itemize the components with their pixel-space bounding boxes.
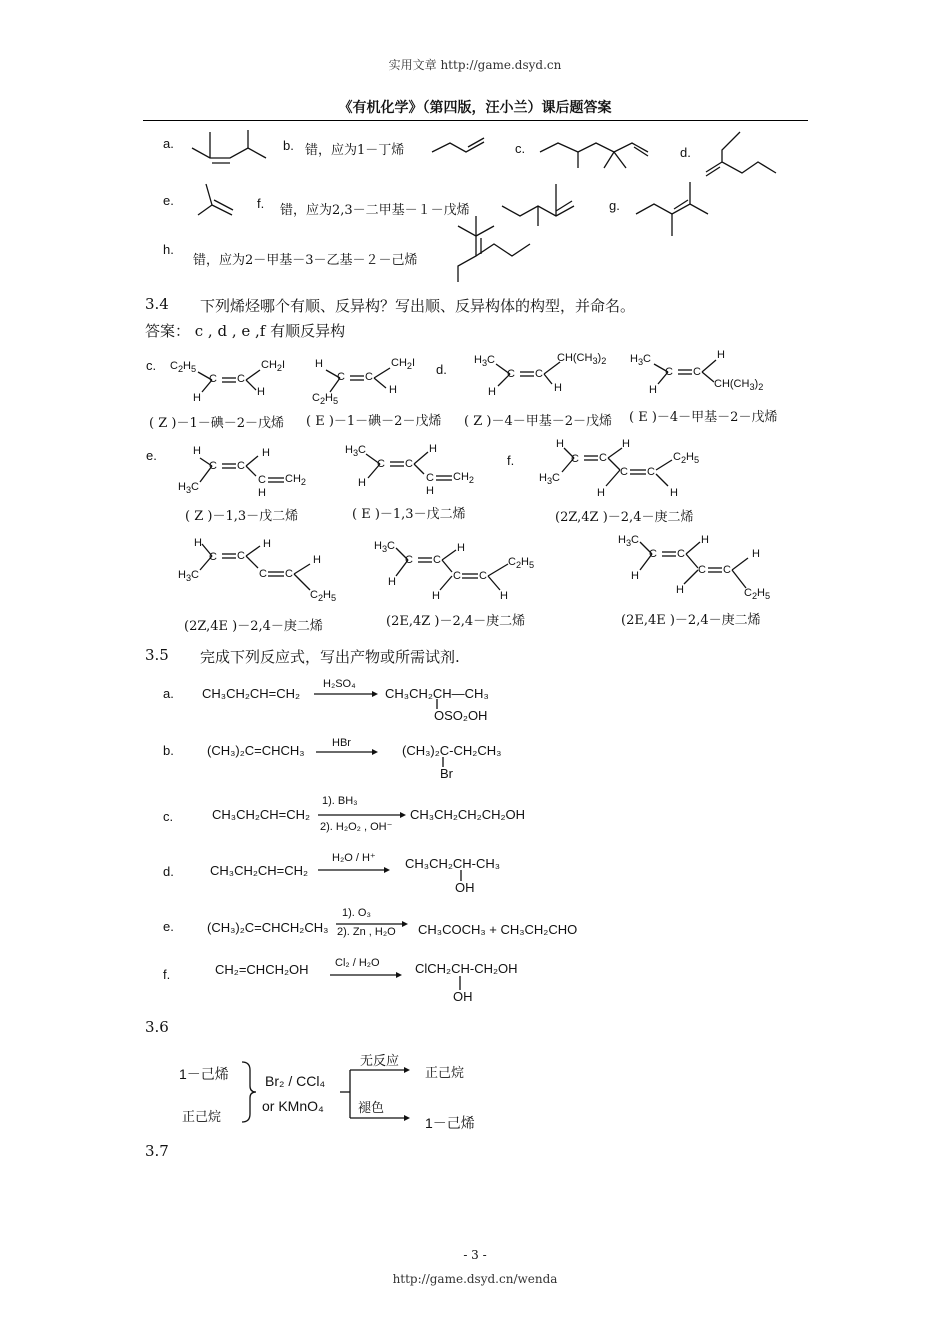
q37-number: 3.7 — [145, 1142, 169, 1160]
item-a-label: a. — [163, 136, 174, 151]
rxn-f-sub: OH — [453, 989, 473, 1004]
footer-url: http://game.dsyd.cn/wenda — [392, 1272, 558, 1286]
q36-left1: 1－己烯 — [179, 1066, 229, 1082]
q36-obs2: 褪色 — [358, 1101, 385, 1116]
rxn-e-reactant: (CH₃)₂C=CHCH₂CH₃ — [207, 920, 329, 935]
rxn-c-label: c. — [163, 809, 174, 824]
q36-res2: 1－己烯 — [425, 1115, 475, 1131]
name-d2: ( E )－4－甲基－2－戊烯 — [629, 410, 778, 425]
rxn-e-reagent2: 2). Zn , H₂O — [337, 926, 396, 938]
name-f4: (2E,4E )－2,4－庚二烯 — [621, 613, 761, 628]
rxn-f-label: f. — [163, 967, 171, 982]
rxn-e-reagent: 1). O₃ — [342, 907, 371, 919]
name-c2: ( E )－1－碘－2－戊烯 — [306, 414, 442, 429]
rxn-b-reagent: HBr — [332, 737, 351, 749]
rxn-f-product: ClCH₂CH-CH₂OH — [415, 961, 518, 976]
item-b-note: 错，应为1－丁烯 — [305, 143, 405, 158]
page-title: 《有机化学》（第四版，汪小兰）课后题答案 — [338, 100, 612, 116]
rxn-d-product: CH₃CH₂CH-CH₃ — [405, 856, 501, 871]
q36-obs1: 无反应 — [360, 1054, 400, 1069]
item-h-label: h. — [163, 242, 174, 257]
rxn-c-product: CH₃CH₂CH₂CH₂OH — [410, 807, 526, 822]
item-f-label: f. — [257, 196, 265, 211]
item-d-label: d. — [680, 145, 691, 160]
q34-f-label: f. — [507, 453, 515, 468]
rxn-a-reagent: H₂SO₄ — [323, 678, 356, 690]
q36-reagent1: Br₂ / CCl₄ — [265, 1073, 326, 1089]
rxn-d-label: d. — [163, 864, 174, 879]
q34-answer: 答案： c , d , e ,f 有顺反异构 — [145, 322, 346, 340]
q34-c-label: c. — [146, 358, 157, 373]
rxn-a-label: a. — [163, 686, 174, 701]
rxn-a-product: CH₃CH₂CH—CH₃ — [385, 686, 489, 701]
rxn-f-reagent: Cl₂ / H₂O — [335, 957, 380, 969]
name-e2: ( E )－1,3－戊二烯 — [352, 507, 466, 522]
rxn-d-reagent: H₂O / H⁺ — [332, 852, 376, 864]
name-f2: (2Z,4E )－2,4－庚二烯 — [184, 619, 323, 634]
page-number: - 3 - — [463, 1248, 487, 1262]
rxn-a-reactant: CH₃CH₂CH=CH₂ — [202, 686, 301, 701]
q36-number: 3.6 — [145, 1018, 169, 1036]
q34-number: 3.4 — [145, 295, 169, 313]
rxn-c-reagent: 1). BH₃ — [322, 795, 358, 807]
q34-d-label: d. — [436, 362, 447, 377]
q34-question: 下列烯烃哪个有顺、反异构？写出顺、反异构体的构型，并命名。 — [200, 297, 636, 315]
item-h-note: 错，应为2－甲基－3－乙基－２－己烯 — [193, 253, 418, 268]
name-d1: ( Z )－4－甲基－2－戊烯 — [464, 414, 612, 429]
name-f3: (2E,4Z )－2,4－庚二烯 — [386, 614, 526, 629]
q36-left2: 正己烷 — [182, 1110, 222, 1125]
name-c1: ( Z )－1－碘－2－戊烯 — [149, 416, 284, 431]
item-e-label: e. — [163, 193, 174, 208]
rxn-b-reactant: (CH₃)₂C=CHCH₃ — [207, 743, 305, 758]
rxn-a-sub: OSO₂OH — [434, 708, 488, 723]
item-c-label: c. — [515, 141, 526, 156]
rxn-b-sub: Br — [440, 766, 453, 781]
header-source: 实用文章 http://game.dsyd.cn — [388, 58, 562, 72]
name-e1: ( Z )－1,3－戊二烯 — [185, 509, 299, 524]
rxn-e-product: CH₃COCH₃ + CH₃CH₂CHO — [418, 922, 578, 937]
q35-number: 3.5 — [145, 646, 169, 664]
item-g-label: g. — [609, 198, 620, 213]
rxn-d-reactant: CH₃CH₂CH=CH₂ — [210, 863, 309, 878]
item-f-note: 错，应为2,3－二甲基－１－戊烯 — [280, 203, 470, 218]
rxn-f-reactant: CH₂=CHCH₂OH — [215, 962, 309, 977]
rxn-b-product: (CH₃)₂C-CH₂CH₃ — [402, 743, 502, 758]
q36-res1: 正己烷 — [425, 1066, 465, 1081]
rxn-d-sub: OH — [455, 880, 475, 895]
q34-e-label: e. — [146, 448, 157, 463]
q36-reagent2: or KMnO₄ — [262, 1098, 324, 1114]
rxn-c-reactant: CH₃CH₂CH=CH₂ — [212, 807, 311, 822]
q35-question: 完成下列反应式，写出产物或所需试剂. — [200, 648, 460, 666]
rxn-e-label: e. — [163, 919, 174, 934]
rxn-b-label: b. — [163, 743, 174, 758]
item-b-label: b. — [283, 138, 294, 153]
name-f1: (2Z,4Z )－2,4－庚二烯 — [555, 510, 694, 525]
rxn-c-reagent2: 2). H₂O₂ , OH⁻ — [320, 821, 393, 833]
